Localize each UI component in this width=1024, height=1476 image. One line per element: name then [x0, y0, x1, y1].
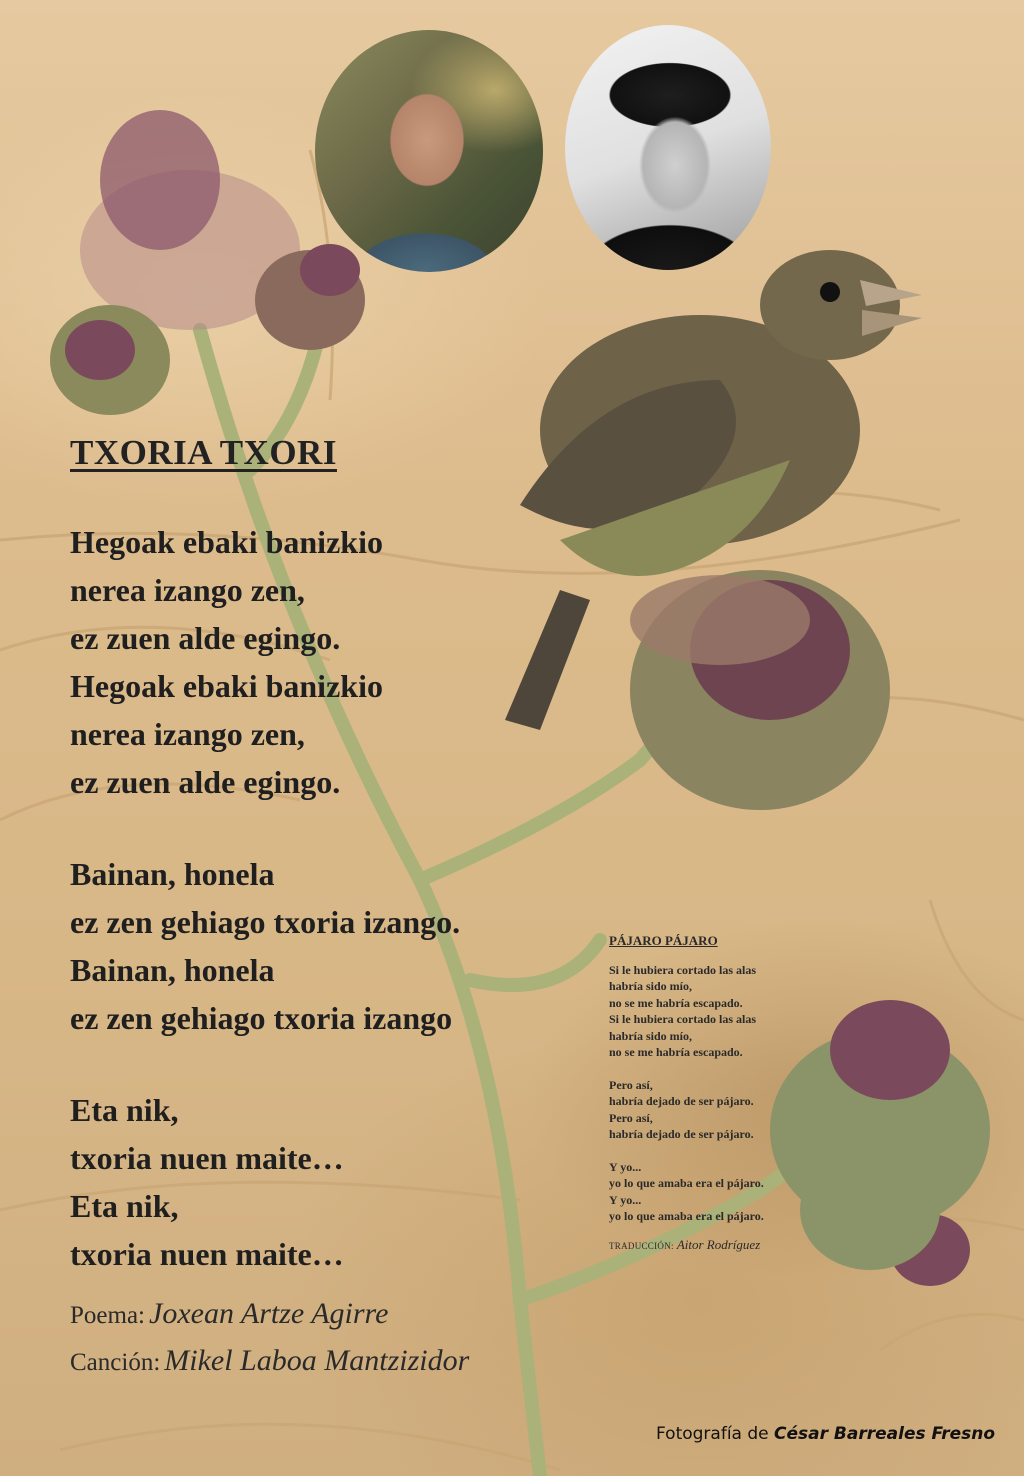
song-credit	[70, 1340, 469, 1387]
poem-credit-label: Poema:	[70, 1302, 145, 1329]
translation-line: no se me habría escapado.	[609, 1045, 743, 1059]
translator-name: Aitor Rodríguez	[676, 1236, 761, 1252]
poem-basque	[70, 518, 460, 1278]
translation-stanza-1	[609, 962, 764, 1061]
stanza-3	[70, 1086, 460, 1278]
stanza-1	[70, 518, 460, 806]
poem-line: Eta nik,	[70, 1188, 179, 1224]
translation-line: Y yo...	[609, 1159, 642, 1174]
poem-credit	[70, 1293, 469, 1340]
translation-stanza-3	[609, 1159, 764, 1225]
poem-line: ez zuen alde egingo.	[70, 764, 341, 800]
translation-credit	[609, 1237, 764, 1255]
poem-translation-spanish	[609, 933, 764, 1254]
translation-line: yo lo que amaba era el pájaro.	[609, 1209, 764, 1223]
translation-line: habría sido mío,	[609, 1028, 693, 1043]
poem-line: Bainan, honela	[70, 952, 275, 988]
poem-line: ez zuen alde egingo.	[70, 620, 341, 656]
poem-line: nerea izango zen,	[70, 716, 305, 752]
stanza-2	[70, 850, 460, 1042]
translation-line: no se me habría escapado.	[609, 995, 743, 1010]
poem-line: Hegoak ebaki banizkio	[70, 524, 383, 560]
translation-line: Si le hubiera cortado las alas	[609, 1012, 757, 1026]
translation-line: habría dejado de ser pájaro.	[609, 1127, 754, 1141]
portrait-poet	[315, 30, 543, 272]
poem-line: Bainan, honela	[70, 856, 275, 892]
photo-credit	[656, 1424, 995, 1444]
translation-line: yo lo que amaba era el pájaro.	[609, 1176, 764, 1190]
portrait-singer	[565, 25, 771, 270]
poem-line: txoria nuen maite…	[70, 1140, 344, 1176]
poem-line: txoria nuen maite…	[70, 1236, 344, 1272]
translation-line: habría sido mío,	[609, 979, 693, 993]
poem-line: Eta nik,	[70, 1092, 179, 1128]
credits	[70, 1293, 469, 1387]
poem-line: nerea izango zen,	[70, 572, 305, 608]
translation-credit-label: TRADUCCIÓN:	[609, 1240, 674, 1251]
song-credit-label: Canción:	[70, 1349, 161, 1376]
poem-line: Hegoak ebaki banizkio	[70, 668, 383, 704]
song-author: Mikel Laboa Mantzizidor	[164, 1344, 470, 1377]
poem-title: TXORIA TXORI	[70, 433, 337, 472]
photographer-name: César Barreales Fresno	[774, 1424, 996, 1444]
translation-stanza-2	[609, 1077, 764, 1143]
translation-line: habría dejado de ser pájaro.	[609, 1094, 754, 1108]
translation-line: Pero así,	[609, 1110, 653, 1125]
poem-line: ez zen gehiago txoria izango.	[70, 904, 461, 940]
photo-credit-label: Fotografía de	[656, 1424, 769, 1444]
translation-line: Y yo...	[609, 1192, 642, 1207]
translation-line: Pero así,	[609, 1077, 653, 1092]
translation-line: Si le hubiera cortado las alas	[609, 962, 757, 977]
translation-title: PÁJARO PÁJARO	[609, 933, 718, 948]
poem-author: Joxean Artze Agirre	[149, 1297, 389, 1330]
poem-line: ez zen gehiago txoria izango	[70, 1000, 453, 1036]
